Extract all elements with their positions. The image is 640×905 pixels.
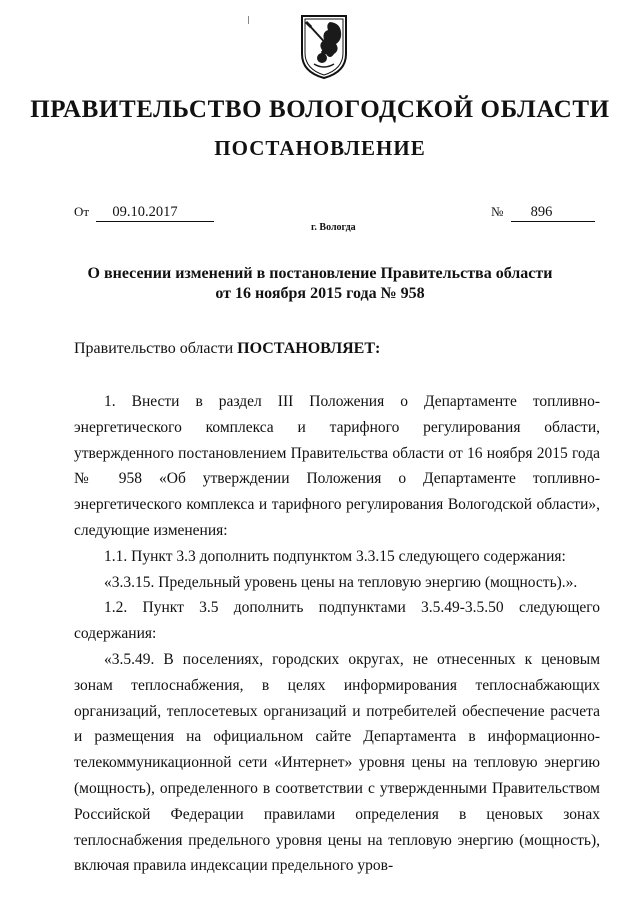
heading-line-2: от 16 ноября 2015 года № 958: [215, 285, 425, 302]
number-line: [491, 204, 595, 222]
paragraph: 1.2. Пункт 3.5 дополнить подпунктами 3.5.49-3.5.50 следующего содержания:: [74, 599, 600, 643]
resolves-verb: ПОСТАНОВЛЯЕТ:: [237, 340, 381, 357]
document-heading: [0, 264, 640, 304]
resolves-line: [74, 340, 380, 358]
date-line: [74, 204, 214, 222]
document-number: 896: [511, 204, 595, 222]
date-prefix: От: [74, 204, 90, 219]
paragraph: 1. Внести в раздел III Положения о Департаменте топливно-энергетического комплекса и тарифного регулирования области, утвержденного постановлением Правительства области от 16 ноября 2015 года № 958 «Об утверждении Положения о Департаменте топливно-энергетического комплекса и тарифного регулирования Вологодской области», следующие изменения:: [74, 393, 600, 539]
paragraph: «3.5.49. В поселениях, городских округах, не отнесенных к ценовым зонам теплоснабжения, в целях информирования теплоснабжающих организаций, теплосетевых организаций и потребителей обеспечение расчета и размещения на официальном сайте Департамента в информационно-телекоммуникационной сети «Интернет» уровня цены на тепловую энергию (мощность), определенного в соответствии с утвержденными Правительством Российской Федерации правилами определения в ценовых зонах теплоснабжения предельного уровня цены на тепловую энергию (мощность), включая правила индексации предельного уров-: [74, 650, 600, 875]
city: г. Вологда: [311, 222, 356, 233]
paragraph: 1.1. Пункт 3.3 дополнить подпунктом 3.3.15 следующего содержания:: [104, 547, 566, 565]
document-type: ПОСТАНОВЛЕНИЕ: [214, 136, 426, 160]
government-title: ПРАВИТЕЛЬСТВО ВОЛОГОДСКОЙ ОБЛАСТИ: [30, 96, 610, 123]
coat-of-arms-icon: [300, 14, 348, 80]
document-date: 09.10.2017: [96, 204, 214, 222]
document-body: [74, 389, 600, 879]
number-prefix: №: [491, 204, 504, 219]
paragraph: «3.3.15. Предельный уровень цены на тепловую энергию (мощность).».: [104, 573, 578, 591]
scan-mark: [248, 16, 249, 24]
resolves-prefix: Правительство области: [74, 340, 238, 357]
heading-line-1: О внесении изменений в постановление Правительства области: [87, 265, 553, 282]
